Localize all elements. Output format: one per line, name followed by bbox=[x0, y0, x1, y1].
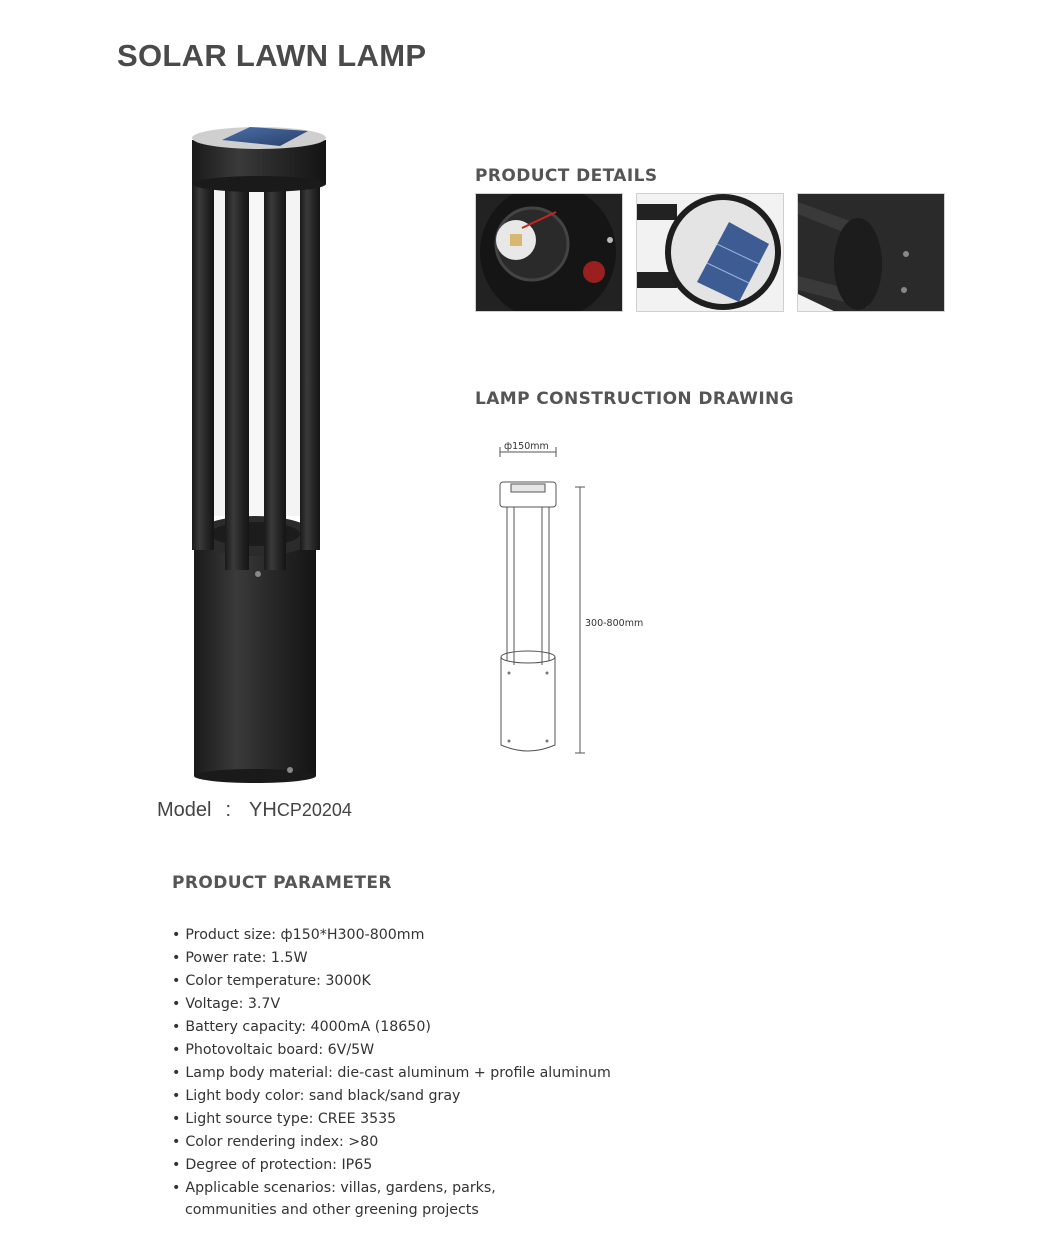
param-cri: • Color rendering index: >80 bbox=[172, 1131, 611, 1154]
param-photovoltaic-board: • Photovoltaic board: 6V/5W bbox=[172, 1039, 611, 1062]
param-product-size: • Product size: ф150*H300-800mm bbox=[172, 924, 611, 947]
construction-drawing-title: LAMP CONSTRUCTION DRAWING bbox=[475, 389, 795, 409]
detail-thumb-light-source bbox=[475, 193, 623, 312]
construction-drawing bbox=[495, 435, 665, 765]
parameter-list bbox=[172, 924, 611, 1200]
height-label: 300-800mm bbox=[585, 618, 644, 629]
param-power-rate: • Power rate: 1.5W bbox=[172, 947, 611, 970]
param-voltage: • Voltage: 3.7V bbox=[172, 993, 611, 1016]
param-scenarios: • Applicable scenarios: villas, gardens, parks, bbox=[172, 1177, 611, 1200]
model-label: Model bbox=[157, 799, 212, 821]
detail-thumb-base bbox=[797, 193, 945, 312]
param-scenarios-continued: communities and other greening projects bbox=[185, 1202, 479, 1218]
param-color-temperature: • Color temperature: 3000K bbox=[172, 970, 611, 993]
model-colon: : bbox=[225, 799, 232, 821]
model-code: CP20204 bbox=[276, 800, 352, 820]
lamp-product-image bbox=[180, 118, 340, 798]
detail-thumb-solar-panel bbox=[636, 193, 784, 312]
product-details-title: PRODUCT DETAILS bbox=[475, 166, 658, 186]
param-protection: • Degree of protection: IP65 bbox=[172, 1154, 611, 1177]
product-details-gallery bbox=[475, 193, 950, 313]
led-detail-image bbox=[476, 194, 623, 312]
solar-panel-detail-image bbox=[637, 194, 784, 312]
base-detail-image bbox=[798, 194, 945, 312]
diameter-label: ф150mm bbox=[504, 441, 549, 452]
model-line bbox=[157, 799, 352, 822]
param-light-source: • Light source type: CREE 3535 bbox=[172, 1108, 611, 1131]
page-title: SOLAR LAWN LAMP bbox=[117, 38, 427, 73]
param-body-color: • Light body color: sand black/sand gray bbox=[172, 1085, 611, 1108]
product-parameter-title: PRODUCT PARAMETER bbox=[172, 873, 392, 893]
param-battery-capacity: • Battery capacity: 4000mA (18650) bbox=[172, 1016, 611, 1039]
param-body-material: • Lamp body material: die-cast aluminum + profile aluminum bbox=[172, 1062, 611, 1085]
model-prefix: YH bbox=[249, 799, 277, 821]
